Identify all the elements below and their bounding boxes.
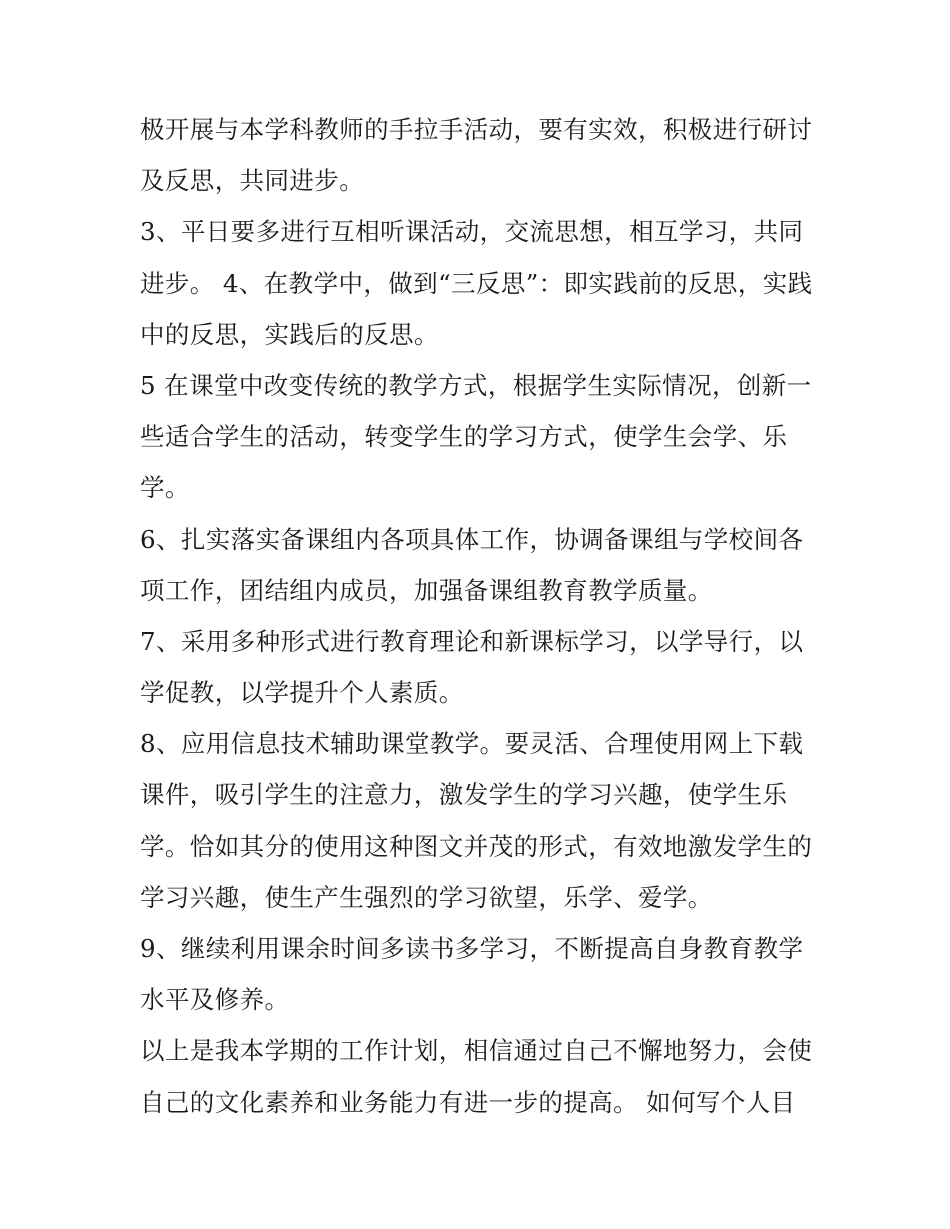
text-line: 5 在课堂中改变传统的教学方式，根据学生实际情况，创新一 [140,370,812,400]
text-line: 课件，吸引学生的注意力，激发学生的学习兴趣，使学生乐 [140,780,788,810]
text-line: 项工作，团结组内成员，加强备课组教育教学质量。 [140,575,713,605]
text-line: 水平及修养。 [140,985,290,1015]
text-line: 及反思，共同进步。 [140,166,365,196]
paragraph-item-5 [140,360,818,514]
text-line: 7、采用多种形式进行教育理论和新课标学习，以学导行，以 [140,626,804,656]
paragraph-item-8 [140,718,818,923]
text-line: 极开展与本学科教师的手拉手活动，要有实效，积极进行研讨 [140,115,813,144]
text-line: 自己的文化素养和业务能力有进一步的提高。 如何写个人目 [140,1087,796,1117]
text-line: 9、继续利用课余时间多读书多学习，不断提高自身教育教学 [140,934,804,963]
document-body [140,104,818,1128]
paragraph-intro-continuation [140,104,818,206]
paragraph-item-9 [140,923,818,1025]
text-line: 中的反思，实践后的反思。 [140,319,439,349]
paragraph-conclusion [140,1025,818,1127]
text-line: 6、扎实落实备课组内各项具体工作，协调备课组与学校间各 [140,524,804,554]
text-line: 学。 [140,473,190,503]
text-line: 3、平日要多进行互相听课活动，交流思想，相互学习，共同 [140,217,804,247]
paragraph-item-7 [140,616,818,718]
paragraph-item-3-4 [140,206,818,360]
text-line: 以上是我本学期的工作计划，相信通过自己不懈地努力，会使 [140,1036,813,1066]
text-line: 些适合学生的活动，转变学生的学习方式，使学生会学、乐 [140,422,788,452]
text-line: 学促教，以学提升个人素质。 [140,678,464,708]
text-line: 学。恰如其分的使用这种图文并茂的形式，有效地激发学生的 [140,831,813,861]
text-line: 学习兴趣，使生产生强烈的学习欲望，乐学、爱学。 [140,882,713,912]
paragraph-item-6 [140,514,818,616]
text-line: 进步。 4、在教学中，做到“三反思”：即实践前的反思，实践 [140,268,813,298]
text-line: 8、应用信息技术辅助课堂教学。要灵活、合理使用网上下载 [140,729,804,759]
